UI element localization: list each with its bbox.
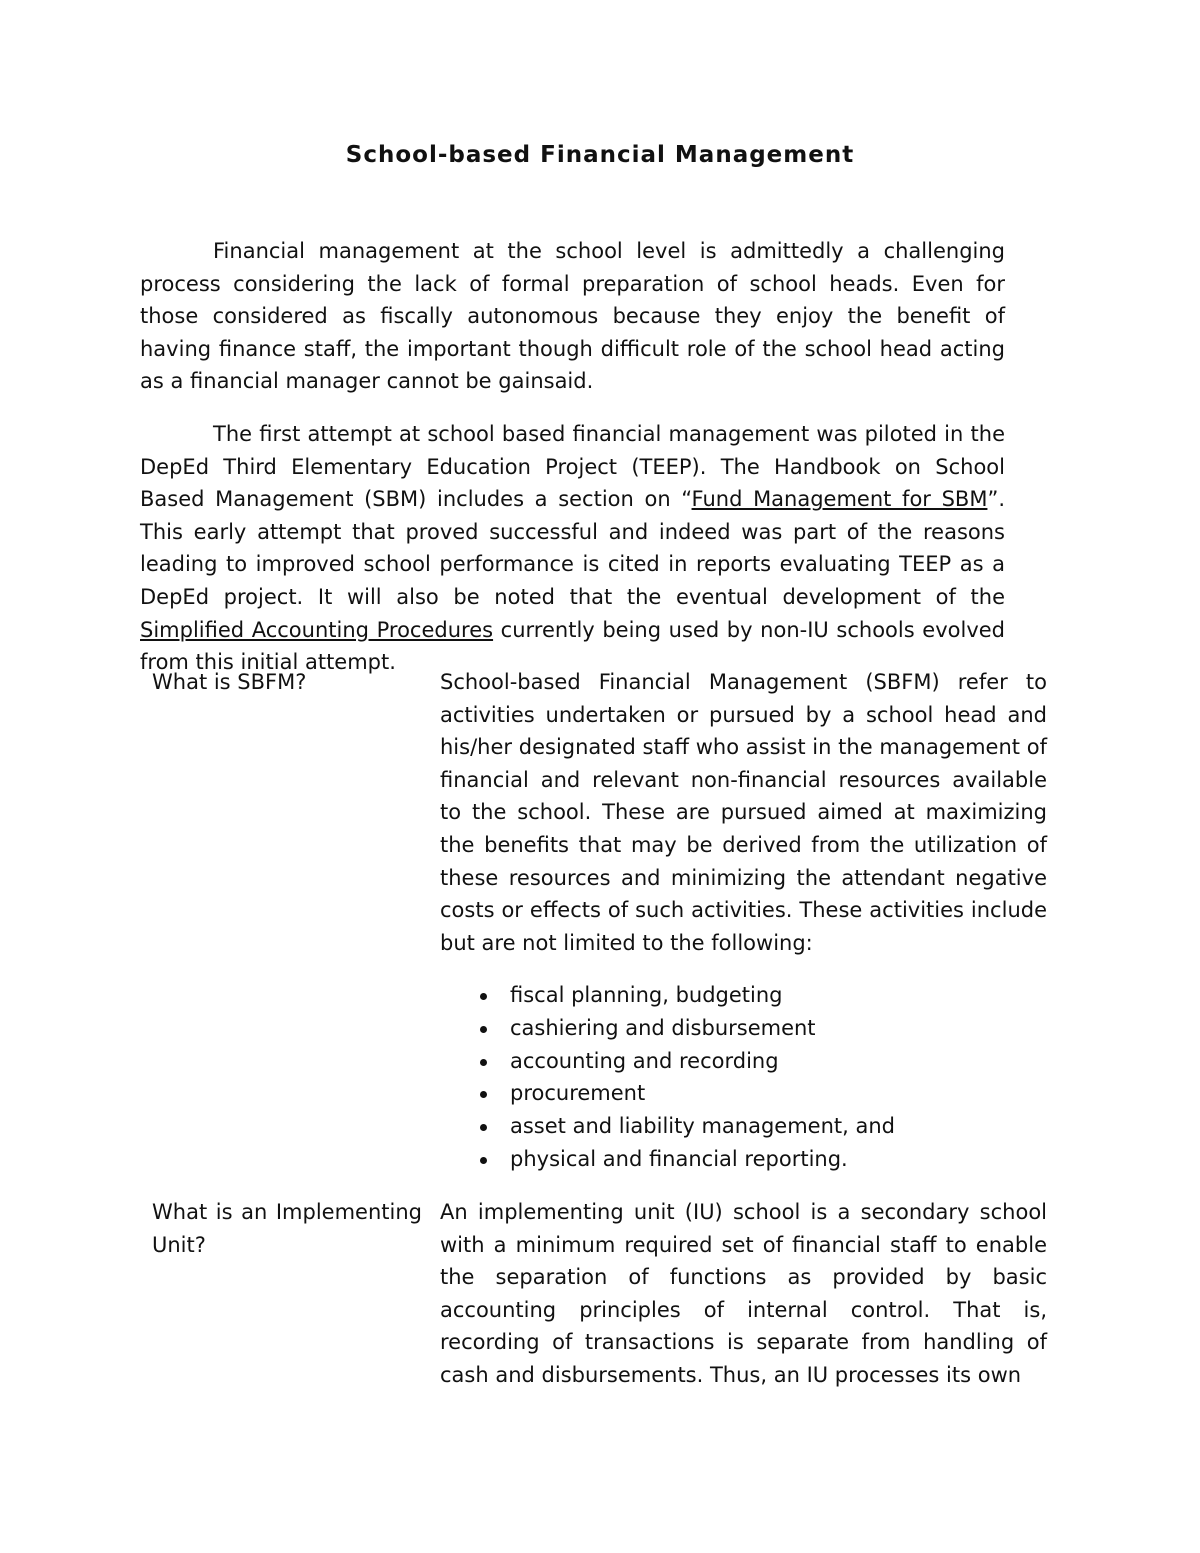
list-item-text: cashiering and disbursement [510, 1015, 816, 1040]
teep-paragraph-text-1: The first attempt at school based financial management was piloted in the DepEd Third Elementary Education Project (TEEP). The Handbook on School Based Management (SBM) includes a section on “ [140, 422, 1005, 512]
answer-sbfm: School-based Financial Management (SBFM) refer to activities undertaken or pursued by a school head and his/her designated staff who assist in the management of financial and relevant non-financial resources available to the school. These are pursued aimed at maximizing the benefits that may be derived from the utilization of these resources and minimizing the attendant negative costs or effects of such activities. These activities include but are not limited to the following: [440, 670, 1047, 955]
list-item-text: fiscal planning, budgeting [510, 983, 783, 1007]
list-item-text: procurement [510, 1081, 646, 1106]
question-sbfm: What is SBFM? [152, 670, 307, 694]
teep-paragraph-text-3: currently being used by non-IU schools evolved from this initial attempt. [140, 617, 1005, 675]
list-item [476, 1045, 1036, 1078]
bullet-icon [480, 1157, 487, 1164]
list-item-text: accounting and recording [510, 1048, 779, 1073]
list-item [476, 1110, 1036, 1143]
intro-paragraph: Financial management at the school level is admittedly a challenging process considering the lack of formal preparation of school heads. Even for those considered as fiscally autonomous because they enjoy the benefit of having finance staff, the important though difficult role of the school head acting as a financial manager cannot be gainsaid. [140, 239, 1005, 394]
question-implementing-unit: What is an Implementing Unit? [152, 1200, 422, 1257]
bullet-icon [480, 1059, 487, 1066]
list-item-text: physical and financial reporting. [510, 1146, 848, 1171]
fund-management-link-text: Fund Management for SBM [691, 487, 988, 512]
simplified-accounting-link-text: Simplified Accounting Procedures [140, 617, 494, 642]
list-item [476, 1143, 1036, 1176]
bullet-icon [480, 1124, 487, 1131]
list-item-text: asset and liability management, and [510, 1114, 896, 1139]
activities-list [476, 979, 1036, 1176]
answer-implementing-unit: An implementing unit (IU) school is a secondary school with a minimum required set of financial staff to enable the separation of functions as provided by basic accounting principles of internal control. That is, recording of transactions is separate from handling of cash and disbursements. Thus, an IU processes its own [440, 1200, 1047, 1387]
bullet-icon [480, 993, 487, 1000]
bullet-icon [480, 1091, 487, 1098]
list-item [476, 1012, 1036, 1045]
teep-paragraph-text-2: ”. This early attempt that proved successful and indeed was part of the reasons leading to improved school performance is cited in reports evaluating TEEP as a DepEd project. It will also be noted that the eventual development of the [140, 487, 1005, 609]
teep-paragraph [140, 418, 1005, 679]
list-item [476, 1077, 1036, 1110]
list-item [476, 979, 1036, 1012]
bullet-icon [480, 1026, 487, 1033]
document-title: School-based Financial Management [345, 142, 855, 168]
